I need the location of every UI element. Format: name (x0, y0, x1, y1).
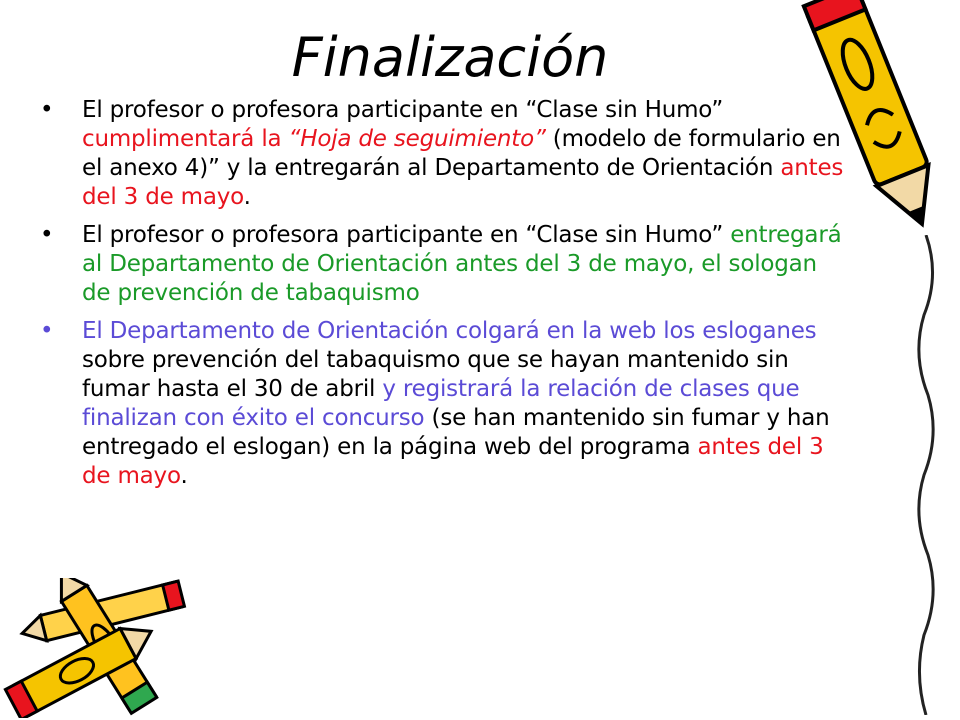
bullet-text-segment: cumplimentará la (82, 126, 289, 152)
bullet-dot-icon: • (40, 318, 54, 344)
bullet-text-segment: El profesor o profesora participante en “Clase sin Humo” (82, 222, 731, 248)
wavy-line-decoration-icon (906, 235, 946, 715)
bullet-text-segment: . (243, 184, 251, 210)
bullet-dot-icon: • (40, 97, 54, 123)
bullet-item (38, 96, 846, 212)
bullet-dot-icon: • (40, 222, 54, 248)
bullet-text (82, 222, 841, 306)
crayons-clipart-icon (0, 578, 200, 718)
bullet-text-segment: El profesor o profesora participante en “Clase sin Humo” (82, 97, 724, 123)
bullet-text-segment: antes del 3 de mayo (82, 434, 824, 489)
slide-title: Finalización (291, 26, 609, 89)
bullet-text-segment: (modelo de formulario en el anexo 4)” y la entregarán al Departamento de Orientación (82, 126, 841, 181)
bullet-text-segment: . (180, 463, 188, 489)
pencil-clipart-icon (800, 0, 960, 235)
bullet-list (38, 96, 846, 500)
bullet-text-segment: (se han mantenido sin fumar y han entregado el eslogan) en la página web del programa (82, 405, 830, 460)
bullet-text-segment: “Hoja de seguimiento” (288, 126, 546, 152)
bullet-item (38, 221, 846, 308)
bullet-text-segment: entregará al Departamento de Orientación antes del 3 de mayo, el sologan de prevención de tabaquismo (82, 222, 842, 306)
bullet-text-segment: y registrará la relación de clases que finalizan con éxito el concurso (82, 376, 800, 431)
bullet-text-segment: sobre prevención del tabaquismo que se hayan mantenido sin fumar hasta el 30 de abril (82, 347, 789, 402)
bullet-text-segment: El Departamento de Orientación colgará en la web los esloganes (82, 318, 817, 344)
bullet-text (82, 97, 843, 210)
bullet-item (38, 317, 846, 491)
bullet-text-segment: antes del 3 de mayo (82, 155, 844, 210)
bullet-text (82, 318, 830, 489)
